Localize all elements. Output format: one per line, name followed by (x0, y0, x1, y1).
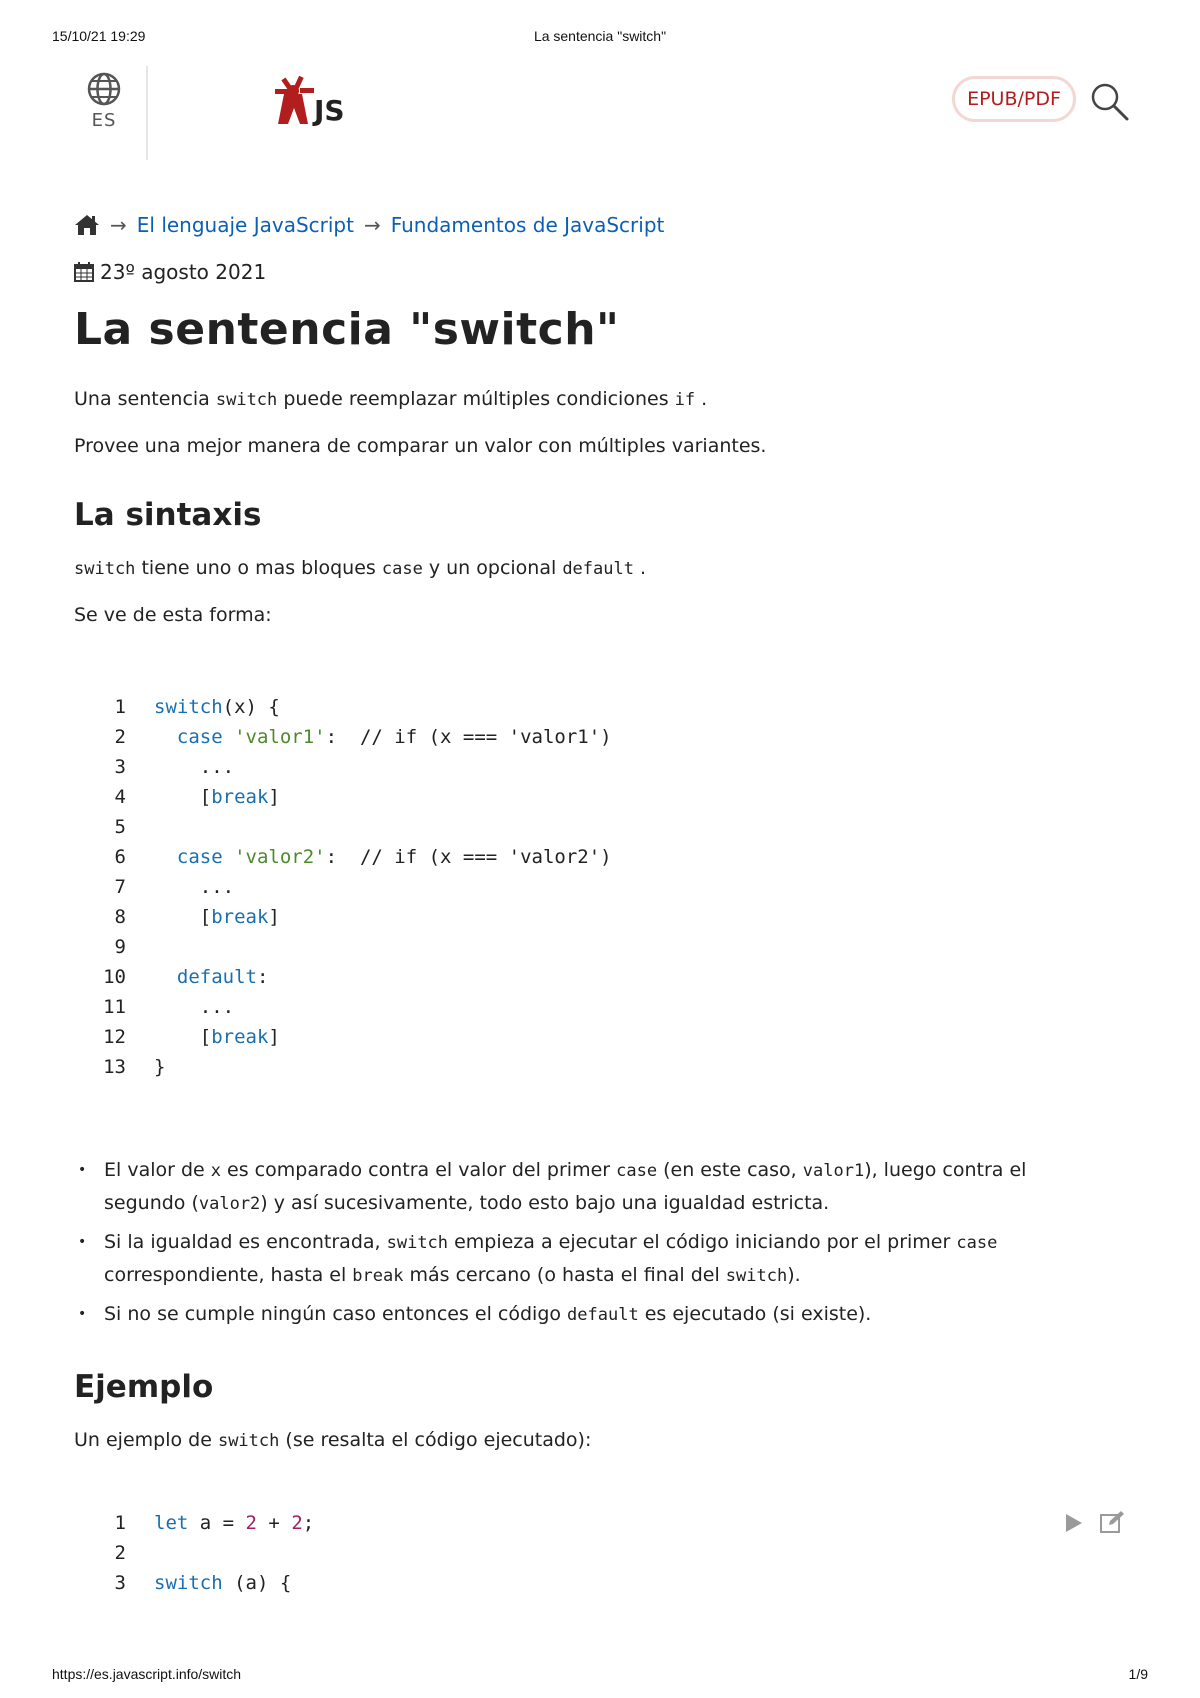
code-text: [break] (154, 1026, 280, 1048)
line-number: 9 (114, 936, 126, 958)
line-number: 5 (114, 816, 126, 838)
list-item: • El valor de x es comparado contra el valor del primer case (en este caso, valor1), luego contra el segundo (valor2) y así sucesivamente, todo esto bajo una igualdad estricta. (74, 1154, 1064, 1220)
syntax-paragraph-2: Se ve de esta forma: (74, 604, 272, 626)
line-number: 10 (103, 966, 126, 988)
line-number: 6 (114, 846, 126, 868)
breadcrumb-link-fundamentos[interactable]: Fundamentos de JavaScript (390, 213, 665, 237)
code-text: case 'valor2': // if (x === 'valor2') (176, 846, 612, 868)
code-line (74, 1508, 1134, 1538)
line-number: 8 (114, 906, 126, 928)
publish-date (74, 260, 1134, 284)
language-code: ES (91, 110, 117, 131)
line-number: 4 (114, 786, 126, 808)
notes-list (74, 1154, 1134, 1331)
section-heading-example: Ejemplo (74, 1369, 214, 1405)
code-text: case 'valor1': // if (x === 'valor1') (176, 726, 612, 748)
article (74, 212, 1134, 1598)
line-number: 3 (114, 1572, 126, 1594)
code-line (74, 692, 1134, 722)
globe-icon (87, 72, 121, 106)
code-line (74, 872, 1134, 902)
print-timestamp: 15/10/21 19:29 (52, 28, 146, 44)
code-text: switch (a) { (154, 1572, 292, 1594)
divider (146, 66, 148, 160)
calendar-icon (74, 262, 94, 282)
line-number: 7 (114, 876, 126, 898)
site-topbar (52, 64, 1148, 154)
intro-paragraph-2: Provee una mejor manera de comparar un valor con múltiples variantes. (74, 435, 767, 457)
print-footer (52, 1666, 1148, 1686)
epub-pdf-button[interactable]: EPUB/PDF (952, 76, 1076, 122)
code-text: [break] (154, 906, 280, 928)
line-number: 11 (103, 996, 126, 1018)
print-url: https://es.javascript.info/switch (52, 1666, 242, 1682)
code-block-syntax (74, 692, 1134, 1112)
code-block-example (74, 1508, 1134, 1598)
line-number: 13 (103, 1056, 126, 1078)
list-item: • Si la igualdad es encontrada, switch empieza a ejecutar el código iniciando por el primer case correspondiente, hasta el break más cercano (o hasta el final del switch). (74, 1226, 1064, 1292)
print-header (52, 28, 1148, 48)
search-icon[interactable] (1090, 82, 1130, 122)
code-line (74, 962, 1134, 992)
line-number: 2 (114, 1542, 126, 1564)
breadcrumb-separator: → (110, 213, 127, 237)
code-text: default: (176, 966, 269, 988)
home-icon[interactable] (74, 214, 100, 236)
code-line (74, 842, 1134, 872)
code-line (74, 1538, 1134, 1568)
syntax-paragraph-1: switch tiene uno o mas bloques case y un opcional default . (74, 557, 647, 579)
breadcrumb-separator: → (363, 213, 381, 237)
code-line (74, 902, 1134, 932)
code-text: ... (154, 996, 235, 1018)
list-item: • Si no se cumple ningún caso entonces el código default es ejecutado (si existe). (74, 1298, 1064, 1331)
code-line (74, 1052, 1134, 1082)
line-number: 3 (114, 756, 126, 778)
date-text: 23º agosto 2021 (100, 260, 267, 284)
code-line (74, 932, 1134, 962)
code-line (74, 782, 1134, 812)
line-number: 2 (114, 726, 126, 748)
code-line (74, 1568, 1134, 1598)
code-text: ... (154, 756, 235, 778)
site-logo[interactable] (270, 74, 360, 130)
page-title: La sentencia "switch" (74, 304, 620, 355)
example-paragraph: Un ejemplo de switch (se resalta el código ejecutado): (74, 1429, 592, 1451)
code-line (74, 1022, 1134, 1052)
code-line (74, 992, 1134, 1022)
line-number: 1 (114, 1512, 126, 1534)
code-text: let a = 2 + 2; (154, 1512, 315, 1534)
language-switcher[interactable] (82, 72, 126, 131)
section-heading-syntax: La sintaxis (74, 497, 262, 533)
line-number: 1 (114, 696, 126, 718)
print-page-number: 1/9 (1128, 1666, 1148, 1682)
intro-paragraph-1: Una sentencia switch puede reemplazar múltiples condiciones if . (74, 388, 708, 410)
code-text: ... (154, 876, 235, 898)
code-line (74, 722, 1134, 752)
breadcrumb (74, 212, 1134, 238)
code-text: [break] (154, 786, 280, 808)
line-number: 12 (103, 1026, 126, 1048)
breadcrumb-link-lenguaje[interactable]: El lenguaje JavaScript (136, 213, 354, 237)
code-line (74, 812, 1134, 842)
print-page-title: La sentencia "switch" (533, 28, 667, 44)
svg-text:JS: JS (314, 94, 345, 127)
code-line (74, 752, 1134, 782)
code-text: switch(x) { (154, 696, 280, 718)
code-text: } (154, 1056, 166, 1078)
